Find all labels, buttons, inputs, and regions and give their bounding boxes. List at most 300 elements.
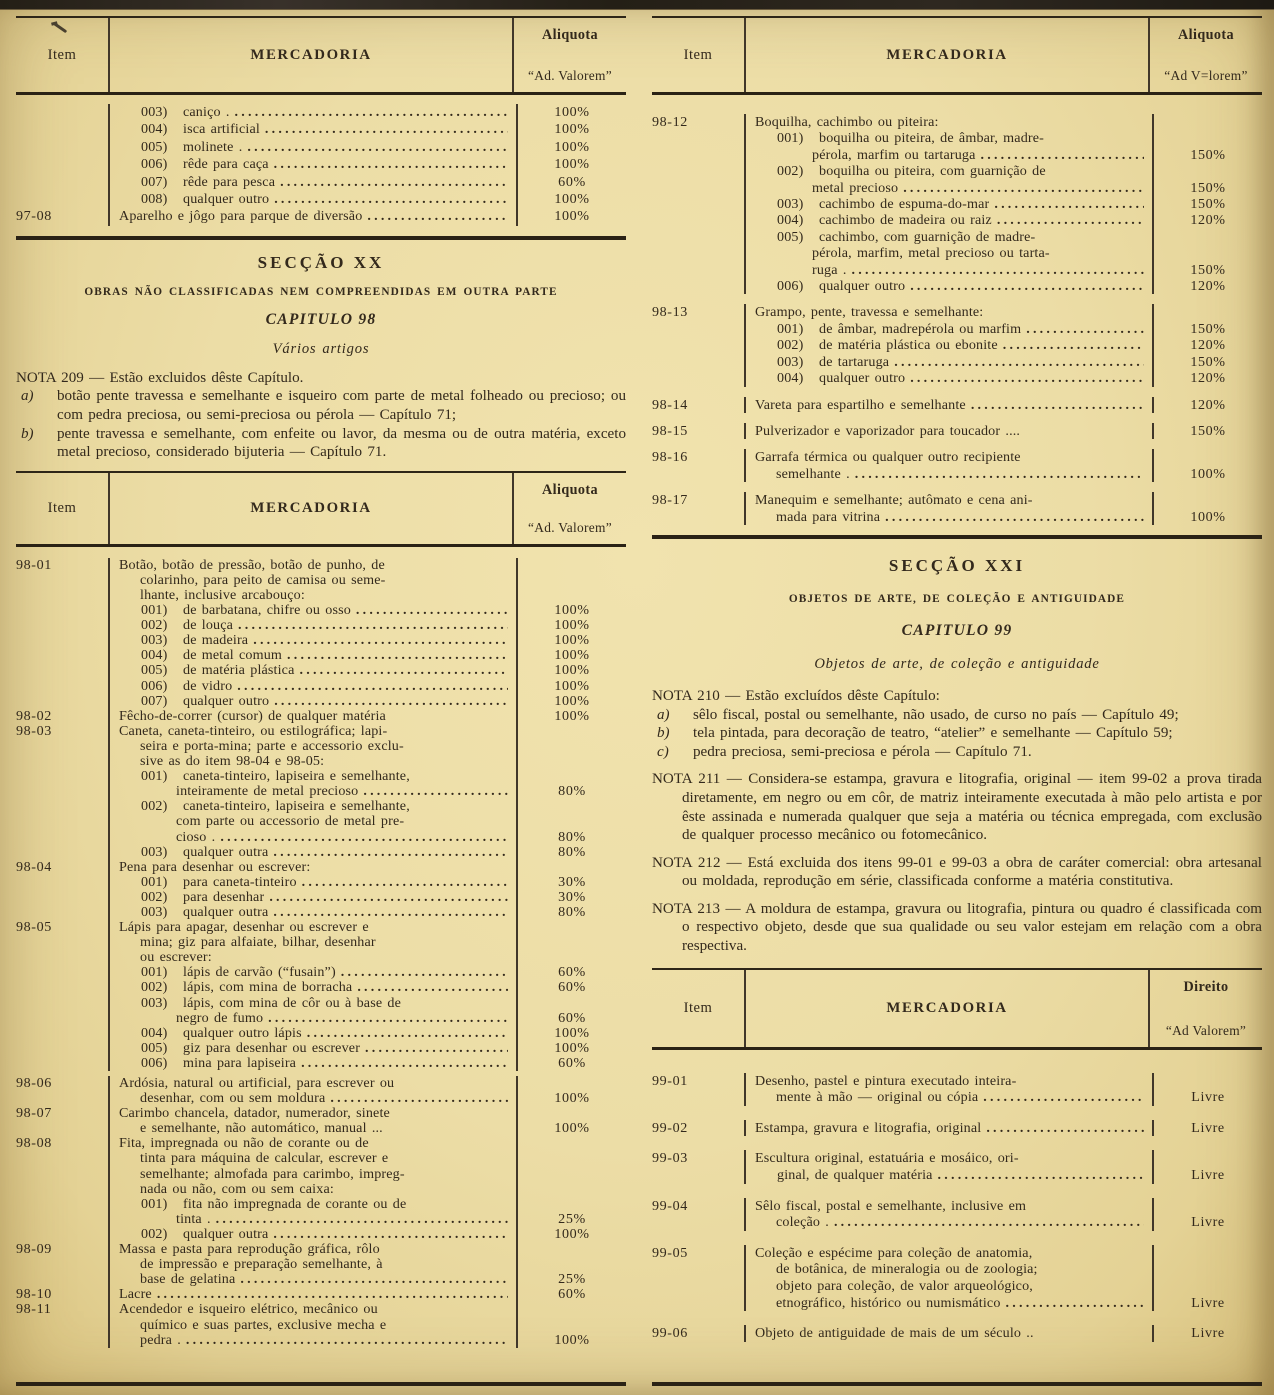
mercadoria-cell [108, 1011, 518, 1026]
mercadoria-text: Lápis para apagar, desenhar ou escrever e [119, 920, 369, 936]
table-row [652, 509, 1262, 525]
aliquota-value: 100% [554, 1225, 590, 1242]
section-subtitle: OBRAS NÃO CLASSIFICADAS NEM COMPREENDIDAS EM OUTRA PARTE [84, 285, 558, 298]
leader-dots [938, 1167, 1144, 1184]
table-row [16, 603, 626, 618]
table-row [16, 1041, 626, 1056]
aliquota-value: 80% [558, 828, 586, 845]
mercadoria-text: boquilha ou piteira, com guarnição de [819, 163, 1046, 180]
mercadoria-cell [108, 769, 518, 784]
table-row [16, 588, 626, 603]
table-row [652, 1150, 1262, 1167]
mercadoria-text: de barbatana, chifre ou osso [183, 603, 351, 619]
mercadoria-cell [744, 114, 1154, 130]
mercadoria-cell [108, 1333, 518, 1348]
mercadoria-text: etnográfico, histórico ou numismático [776, 1294, 1001, 1311]
chapter-notes [16, 369, 626, 471]
table-body [16, 95, 626, 236]
subitem-code: 003) [777, 196, 804, 213]
mercadoria-text: caneta-tinteiro, lapiseira e semelhante, [183, 769, 410, 785]
subitem-code: 004) [777, 370, 804, 387]
mercadoria-text: Escultura original, estatuária e mosáico, ori- [755, 1150, 1019, 1167]
item-number: 98-14 [652, 396, 688, 413]
note-label: NOTA 209 [16, 369, 84, 386]
subitem-code: 002) [141, 979, 168, 996]
table-row [652, 1073, 1262, 1090]
table-row [16, 814, 626, 829]
section-xx [16, 240, 626, 471]
table-row [16, 1056, 626, 1071]
table-header-row [16, 18, 626, 95]
aliquota-value: Livre [1191, 1294, 1225, 1311]
note-item-text: sêlo fiscal, postal ou semelhante, não usado, de curso no país — Capítulo 49; [693, 706, 1179, 723]
mercadoria-cell [108, 1151, 518, 1166]
mercadoria-cell [744, 1245, 1154, 1262]
table-row [652, 449, 1262, 465]
mercadoria-text: ginal, de qualquer matéria [777, 1167, 933, 1184]
leader-dots [274, 156, 508, 173]
mercadoria-cell [744, 1089, 1154, 1106]
table-row [16, 1151, 626, 1166]
mercadoria-cell [108, 1167, 518, 1182]
item-number: 98-12 [652, 114, 688, 130]
mercadoria-cell [108, 950, 518, 965]
mercadoria-text: Pena para desenhar ou escrever: [119, 859, 311, 875]
aliquota-value: 120% [1190, 370, 1226, 387]
mercadoria-text: semelhante . [776, 465, 850, 482]
mercadoria-cell [108, 1041, 518, 1056]
note-list-item [652, 724, 1262, 743]
leader-dots [280, 174, 508, 191]
mercadoria-text: pérola, marfim, metal precioso ou tarta- [812, 245, 1050, 262]
mercadoria-text: mina; giz para alfaiate, bilhar, desenhar [140, 935, 376, 951]
mercadoria-cell [744, 262, 1154, 278]
leader-dots [220, 830, 508, 845]
mercadoria-cell [108, 618, 518, 633]
note-text: NOTA 209 — Estão excluidos dêste Capítulo. [16, 369, 304, 386]
leader-dots [307, 1026, 508, 1041]
mercadoria-text: qualquer outro [819, 278, 906, 295]
aliquota-value: 25% [558, 1271, 586, 1288]
mercadoria-cell [108, 1056, 518, 1071]
aliquota-value: 100% [1190, 508, 1226, 525]
mercadoria-cell [744, 397, 1154, 413]
mercadoria-cell [108, 830, 518, 845]
note-text: NOTA 211 — Considera-se estampa, gravura e litografia, original — item 99-02 a prova tirada diretamente, em negro ou em côr, de matriz inteiramente executada à mão pelo artista e por êste assinada e numerada qualquer que seja a matéria ou técnica empregada, com exclusão de qualquer processo mecânico ou fotomecânico. [652, 771, 1262, 844]
subitem-code: 006) [141, 1054, 168, 1071]
table-row [16, 799, 626, 814]
table-chapter-98-items-12-17 [652, 16, 1262, 539]
aliquota-value: 80% [558, 903, 586, 920]
table-row [652, 212, 1262, 228]
table-header-row [652, 18, 1262, 95]
aliquota-value: 150% [1190, 261, 1226, 278]
subitem-code: 001) [777, 320, 804, 337]
mercadoria-text: boquilha ou piteira, de âmbar, madre- [819, 130, 1044, 147]
table-row [16, 694, 626, 709]
note-item-key: c) [657, 743, 669, 760]
aliquota-value: 100% [554, 138, 590, 155]
mercadoria-text: de louça [183, 618, 234, 634]
mercadoria-cell [108, 558, 518, 573]
aliquota-value: 80% [558, 843, 586, 860]
aliquota-value: 100% [554, 617, 590, 634]
column-header-item: Item [47, 499, 77, 516]
page-top-edge [0, 0, 1274, 10]
mercadoria-cell [744, 1198, 1154, 1215]
mercadoria-text: Fêcho-de-correr (cursor) de qualquer matéria [119, 708, 386, 724]
note-list-item [16, 425, 626, 462]
leader-dots [1026, 321, 1144, 337]
mercadoria-text: Carimbo chancela, datador, numerador, sinete [119, 1106, 390, 1122]
mercadoria-cell [108, 935, 518, 950]
column-header-aliquota [1150, 18, 1262, 92]
leader-dots [186, 1333, 508, 1348]
aliquota-value: 30% [558, 888, 586, 905]
table-chapter-99-items [652, 968, 1262, 1386]
leader-dots [986, 1120, 1144, 1137]
mercadoria-text: qualquer outro [183, 191, 270, 208]
mercadoria-cell [108, 1302, 518, 1317]
item-number: 99-02 [652, 1119, 688, 1136]
table-row [652, 130, 1262, 146]
table-row [16, 648, 626, 663]
table-row [16, 965, 626, 980]
table-row [652, 1261, 1262, 1278]
table-row [652, 245, 1262, 261]
table-row [16, 1091, 626, 1106]
leader-dots [1003, 337, 1144, 353]
table-row [652, 1089, 1262, 1106]
subitem-code: 001) [141, 768, 168, 785]
mercadoria-text: Estampa, gravura e litografia, original [755, 1119, 982, 1136]
section-xxi [652, 539, 1262, 968]
mercadoria-cell [744, 278, 1154, 294]
leader-dots [983, 1089, 1144, 1106]
table-row [652, 114, 1262, 130]
leader-dots [302, 875, 508, 890]
aliquota-value: 100% [554, 677, 590, 694]
subitem-code: 002) [141, 798, 168, 815]
table-row [16, 1212, 626, 1227]
table-row [652, 423, 1262, 439]
mercadoria-cell [744, 509, 1154, 525]
subitem-code: 002) [141, 617, 168, 634]
table-body [652, 1050, 1262, 1382]
leader-dots [330, 1091, 508, 1106]
mercadoria-text: negro de fumo [176, 1010, 264, 1026]
leader-dots [274, 694, 508, 709]
mercadoria-cell [108, 920, 518, 935]
item-number: 98-04 [16, 858, 52, 875]
table-row [16, 663, 626, 678]
subitem-code: 001) [141, 873, 168, 890]
subitem-code: 002) [777, 163, 804, 180]
note-item-key: b) [657, 725, 670, 742]
aliquota-value: 100% [554, 602, 590, 619]
subitem-code: 005) [141, 1039, 168, 1056]
mercadoria-cell [108, 1257, 518, 1272]
column-header-mercadoria: MERCADORIA [108, 18, 514, 92]
aliquota-label: Direito [1183, 978, 1229, 995]
mercadoria-cell [108, 890, 518, 905]
mercadoria-text: Massa e pasta para reprodução gráfica, rôlo [119, 1242, 380, 1258]
mercadoria-text: de impressão e preparação semelhante, à [140, 1257, 383, 1273]
table-row [16, 935, 626, 950]
mercadoria-cell [744, 229, 1154, 245]
item-number: 98-15 [652, 422, 688, 439]
mercadoria-cell [744, 245, 1154, 261]
mercadoria-cell [744, 1167, 1154, 1184]
table-row [652, 304, 1262, 320]
table-row [652, 1245, 1262, 1262]
note-text: NOTA 213 — A moldura de estampa, gravura ou litografia, pintura ou quadro é classificada com o respectivo objeto, desde que sua qualidade ou seu valor estejam em relação com a obra respectiva. [652, 900, 1262, 955]
subitem-code: 002) [777, 337, 804, 354]
leader-dots [253, 633, 508, 648]
note-item-text: botão pente travessa e semelhante e isqueiro com parte de metal folheado ou precioso; ou com pedra preciosa, ou semi-preciosa ou pérola — Capítulo 71; [57, 388, 626, 424]
table-row [16, 1167, 626, 1182]
mercadoria-text: Garrafa térmica ou qualquer outro recipiente [755, 449, 1021, 466]
mercadoria-text: qualquer outra [183, 904, 269, 920]
item-number: 98-16 [652, 449, 688, 466]
aliquota-value: 100% [554, 647, 590, 664]
mercadoria-text: Grampo, pente, travessa e semelhante: [755, 304, 984, 321]
aliquota-value: 100% [554, 1039, 590, 1056]
table-row [16, 980, 626, 995]
table-row [652, 370, 1262, 386]
aliquota-value: 150% [1190, 320, 1226, 337]
mercadoria-text: de tartaruga [819, 353, 890, 370]
leader-dots [981, 147, 1144, 163]
mercadoria-cell [744, 1120, 1154, 1137]
mercadoria-cell [744, 466, 1154, 482]
leader-dots [157, 1287, 508, 1302]
mercadoria-cell [744, 370, 1154, 386]
aliquota-value: 100% [554, 707, 590, 724]
note-item-key: b) [21, 425, 34, 442]
item-number: 98-02 [16, 707, 52, 724]
table-row [652, 1325, 1262, 1342]
leader-dots [235, 104, 508, 121]
item-number: 98-07 [16, 1105, 52, 1122]
subitem-code: 001) [141, 1195, 168, 1212]
table-row [652, 321, 1262, 337]
aliquota-value: 100% [554, 632, 590, 649]
subitem-code: 002) [141, 1225, 168, 1242]
note-item-key: a) [21, 388, 34, 405]
table-row [652, 278, 1262, 294]
subitem-code: 001) [141, 964, 168, 981]
aliquota-value: 100% [554, 692, 590, 709]
mercadoria-cell [108, 174, 518, 191]
table-row [16, 618, 626, 633]
mercadoria-cell [108, 739, 518, 754]
aliquota-value: 30% [558, 873, 586, 890]
item-number: 99-03 [652, 1150, 688, 1167]
mercadoria-cell [108, 1182, 518, 1197]
mercadoria-cell [744, 304, 1154, 320]
leader-dots [852, 262, 1145, 278]
leader-dots [834, 1214, 1144, 1231]
table-row [16, 1227, 626, 1242]
mercadoria-text: mada para vitrina [776, 508, 881, 525]
column-header-mercadoria: MERCADORIA [744, 18, 1150, 92]
table-row [16, 1242, 626, 1257]
table-row [652, 229, 1262, 245]
aliquota-value: 60% [558, 964, 586, 981]
mercadoria-cell [108, 799, 518, 814]
mercadoria-text: Manequim e semelhante; autômato e cena ani- [755, 492, 1033, 509]
mercadoria-text: Fita, impregnada ou não de corante ou de [119, 1136, 369, 1152]
mercadoria-text: de matéria plástica ou ebonite [819, 337, 998, 354]
mercadoria-cell [744, 212, 1154, 228]
aliquota-value: 150% [1190, 196, 1226, 213]
item-number: 98-17 [652, 492, 688, 509]
leader-dots [273, 845, 508, 860]
table-row [16, 996, 626, 1011]
mercadoria-text: mina para lapiseira [183, 1055, 297, 1071]
note-block [652, 770, 1262, 844]
mercadoria-cell [744, 1295, 1154, 1312]
section-title: SECÇÃO XXI [888, 555, 1026, 575]
note-block [652, 900, 1262, 956]
column-header-aliquota [1150, 970, 1262, 1047]
subitem-code: 005) [141, 662, 168, 679]
mercadoria-cell [744, 423, 1154, 439]
mercadoria-cell [108, 1026, 518, 1041]
table-row [16, 104, 626, 121]
mercadoria-cell [108, 724, 518, 739]
mercadoria-cell [108, 588, 518, 603]
mercadoria-text: tinta para máquina de calcular, escrever e [140, 1151, 389, 1167]
column-header-mercadoria: MERCADORIA [744, 970, 1150, 1047]
leader-dots [903, 180, 1144, 196]
mercadoria-text: isca artificial [183, 121, 260, 138]
mercadoria-text: Acendedor e isqueiro elétrico, mecânico ou [119, 1302, 378, 1318]
item-number: 97-08 [16, 208, 52, 225]
mercadoria-cell [744, 196, 1154, 212]
table-row [652, 1120, 1262, 1137]
table-row [16, 121, 626, 138]
subitem-code: 001) [777, 130, 804, 147]
ad-valorem-label: “Ad Valorem” [1165, 1022, 1247, 1038]
mercadoria-cell [108, 1212, 518, 1227]
ad-valorem-label: “Ad. Valorem” [528, 68, 612, 83]
note-label: NOTA 213 [652, 900, 721, 917]
mercadoria-text: de vidro [183, 678, 233, 694]
note-item-text: tela pintada, para decoração de teatro, “atelier” e semelhante — Capítulo 59; [693, 725, 1173, 742]
subitem-code: 003) [141, 843, 168, 860]
table-row [16, 920, 626, 935]
table-row [16, 1121, 626, 1136]
table-chapter-97-continuation [16, 16, 626, 240]
mercadoria-text: nada ou não, com ou sem caixa: [140, 1181, 334, 1197]
table-row [652, 147, 1262, 163]
table-row [16, 1106, 626, 1121]
mercadoria-text: Botão, botão de pressão, botão de punho, de [119, 557, 385, 573]
mercadoria-cell [108, 208, 518, 225]
table-row [16, 784, 626, 799]
mercadoria-text: colarinho, para peito de camisa ou seme- [140, 572, 386, 588]
mercadoria-text: para desenhar [183, 889, 265, 905]
mercadoria-text: cachimbo, com guarnição de madre- [819, 228, 1036, 245]
table-row [16, 156, 626, 173]
mercadoria-cell [108, 860, 518, 875]
subitem-code: 004) [141, 1024, 168, 1041]
mercadoria-text: tinta . [176, 1211, 211, 1227]
mercadoria-text: pérola, marfim ou tartaruga [812, 146, 976, 163]
note-list-item [652, 706, 1262, 725]
table-row [16, 1026, 626, 1041]
mercadoria-text: caneta-tinteiro, lapiseira e semelhante, [183, 799, 410, 815]
table-row [16, 208, 626, 225]
mercadoria-text: Coleção e espécime para coleção de anatomia, [755, 1244, 1033, 1261]
table-row [16, 830, 626, 845]
leader-dots [997, 212, 1144, 228]
mercadoria-text: mente à mão — original ou cópia [776, 1089, 979, 1106]
aliquota-value: Livre [1191, 1089, 1225, 1106]
table-body [652, 95, 1262, 535]
aliquota-value: Livre [1191, 1325, 1225, 1342]
mercadoria-text: objeto para coleção, de valor arqueológico, [776, 1278, 1033, 1294]
table-row [16, 558, 626, 573]
leader-dots [273, 905, 508, 920]
mercadoria-text: rêde para pesca [183, 173, 276, 190]
subitem-code: 002) [141, 888, 168, 905]
subitem-code: 005) [141, 138, 168, 155]
leader-dots [894, 354, 1144, 370]
mercadoria-text: lhante, inclusive arcabouço: [140, 588, 305, 603]
table-header-row [16, 473, 626, 547]
table-row [652, 1198, 1262, 1215]
mercadoria-cell [744, 492, 1154, 508]
mercadoria-cell [744, 1073, 1154, 1090]
note-block [652, 687, 1262, 761]
mercadoria-text: de metal comum [183, 648, 283, 664]
mercadoria-cell [108, 1197, 518, 1212]
chapter-title: CAPITULO 99 [901, 621, 1013, 639]
mercadoria-cell [108, 1272, 518, 1287]
ad-valorem-label: “Ad. Valorem” [528, 519, 612, 535]
leader-dots [994, 196, 1144, 212]
table-row [16, 1302, 626, 1317]
mercadoria-text: giz para desenhar ou escrever [183, 1040, 361, 1056]
leader-dots [300, 663, 509, 678]
table-row [16, 905, 626, 920]
mercadoria-text: coleção . [776, 1214, 829, 1231]
mercadoria-text: Vareta para espartilho e semelhante [755, 396, 966, 413]
ad-valorem-label: “Ad V=lorem” [1164, 68, 1248, 83]
table-row [652, 1214, 1262, 1231]
leader-dots [1006, 1295, 1144, 1312]
table-row [16, 573, 626, 588]
item-number: 98-06 [16, 1075, 52, 1091]
mercadoria-cell [108, 1106, 518, 1121]
leader-dots [273, 1227, 508, 1242]
subitem-code: 008) [141, 191, 168, 208]
mercadoria-cell [108, 996, 518, 1011]
mercadoria-cell [108, 709, 518, 724]
mercadoria-cell [108, 121, 518, 138]
mercadoria-cell [108, 603, 518, 618]
mercadoria-text: de âmbar, madrepérola ou marfim [819, 320, 1022, 337]
aliquota-label: Aliquota [541, 27, 599, 43]
table-row [652, 492, 1262, 508]
left-column [16, 16, 626, 1386]
mercadoria-text: caniço . [183, 104, 230, 120]
table-row [16, 139, 626, 156]
item-number: 99-04 [652, 1197, 688, 1214]
